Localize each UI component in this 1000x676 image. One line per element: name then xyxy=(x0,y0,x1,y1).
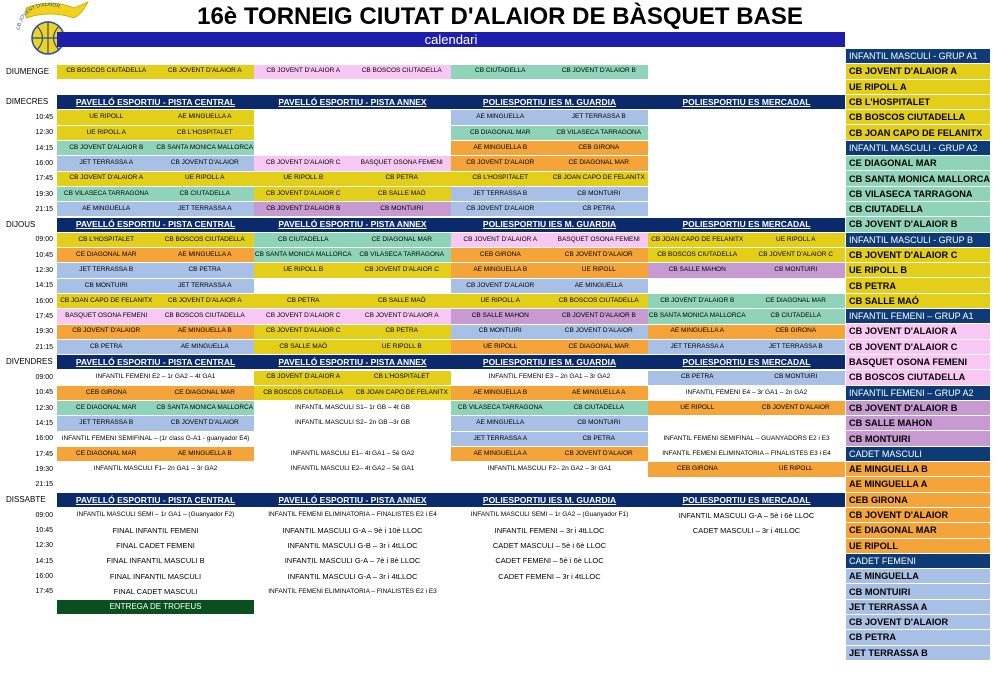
group-team: CB VILASECA TARRAGONA xyxy=(846,187,990,202)
day-label: DIJOUS xyxy=(6,219,36,229)
match-team-away: CB BOSCOS CIUTADELLA xyxy=(156,309,255,323)
match-description: CADET MASCULI – 5è i 6è LLOC xyxy=(451,539,648,553)
match-team-away: CB JOVENT D'ALAIOR xyxy=(550,248,649,262)
match-team-away: CB SALLE MAÓ xyxy=(353,294,452,308)
calendar-subtitle: calendari xyxy=(57,32,845,47)
match-team-home: CE DIAGONAL MAR xyxy=(57,401,156,415)
match-team-home: CB SALLE MAHON xyxy=(648,263,747,277)
match-description: INFANTIL FEMENI ELIMINATORIA – FINALISTES E2 i E4 xyxy=(254,508,451,522)
match-team-home: CB JOVENT D'ALAIOR B xyxy=(648,294,747,308)
match-team-home: CEB GIRONA xyxy=(57,386,156,400)
time-slot: 12:30 xyxy=(35,542,53,550)
match-team-home: CE DIAGONAL MAR xyxy=(57,248,156,262)
group-header: INFANTIL MASCULI - GRUP A1 xyxy=(846,49,990,64)
group-header: INFANTIL FEMENI – GRUP A2 xyxy=(846,386,990,401)
groups-legend xyxy=(846,49,990,661)
match-team-home: CB PETRA xyxy=(254,294,353,308)
match-team-home: CB JOVENT D'ALAIOR B xyxy=(254,202,353,216)
match-team-home: CB SANTA MONICA MALLORCA xyxy=(648,309,747,323)
match-team-away: CB JOVENT D'ALAIOR xyxy=(156,416,255,430)
match-team-home: CB SALLE MAÓ xyxy=(254,340,353,354)
match-description: INFANTIL MASCULI SEMI – 1r GA2 – (Guanyador F1) xyxy=(451,508,648,522)
match-description: CADET FEMENI – 3r i 4tLLOC xyxy=(451,569,648,583)
match-team-away: CB JOVENT D'ALAIOR A xyxy=(156,294,255,308)
time-slot: 21:15 xyxy=(35,205,53,213)
match-description: FINAL INFANTIL MASCULI xyxy=(57,569,254,583)
time-slot: 21:15 xyxy=(35,481,53,489)
match-team-home: CB JOVENT D'ALAIOR xyxy=(451,279,550,293)
match-team-away: JET TERRASSA A xyxy=(156,202,255,216)
venue-header: POLIESPORTIU IES M. GUARDIA xyxy=(451,95,648,109)
match-team-away: CB JOVENT D'ALAIOR xyxy=(156,156,255,170)
match-team-home: UE RIPOLL A xyxy=(57,126,156,140)
time-slot: 16:00 xyxy=(35,297,53,305)
match-team-away: CB MONTUIRI xyxy=(550,416,649,430)
match-description: FINAL CADET FEMENI xyxy=(57,539,254,553)
time-slot: 17:45 xyxy=(35,175,53,183)
page-title: 16è TORNEIG CIUTAT D'ALAIOR DE BÀSQUET BASE xyxy=(197,3,803,30)
match-team-home: CB JOVENT D'ALAIOR A xyxy=(254,371,353,385)
match-team-home: AE MINGUELLA B xyxy=(451,141,550,155)
match-team-away: AE MINGUELLA xyxy=(550,279,649,293)
match-team-home: CB L'HOSPITALET xyxy=(451,172,550,186)
group-header: INFANTIL FEMENI – GRUP A1 xyxy=(846,309,990,324)
group-team: CB JOVENT D'ALAIOR B xyxy=(846,401,990,416)
match-team-home: CB PETRA xyxy=(648,371,747,385)
match-team-away: CB JOVENT D'ALAIOR A xyxy=(353,309,452,323)
time-slot: 16:00 xyxy=(35,159,53,167)
match-team-home: UE RIPOLL xyxy=(57,110,156,124)
time-slot: 17:45 xyxy=(35,450,53,458)
match-team-home: CEB GIRONA xyxy=(648,462,747,476)
match-team-away: CEB GIRONA xyxy=(747,325,846,339)
match-team-away: CB JOVENT D'ALAIOR xyxy=(747,401,846,415)
match-description: INFANTIL MASCULI G-A – 5è i 6è LLOC xyxy=(648,508,845,522)
time-slot: 16:00 xyxy=(35,573,53,581)
match-team-home: AE MINGUELLA xyxy=(451,110,550,124)
match-team-home: UE RIPOLL xyxy=(648,401,747,415)
match-team-away: UE RIPOLL xyxy=(550,263,649,277)
time-slot: 14:15 xyxy=(35,144,53,152)
match-team-home: UE RIPOLL B xyxy=(254,263,353,277)
group-header: CADET MASCULI xyxy=(846,447,990,462)
match-team-home: JET TERRASSA A xyxy=(57,156,156,170)
group-team: CEB GIRONA xyxy=(846,493,990,508)
match-team-away: AE MINGUELLA B xyxy=(156,325,255,339)
group-team: CB PETRA xyxy=(846,630,990,645)
match-team-away: CB PETRA xyxy=(353,325,452,339)
match-team-away: CB JOVENT D'ALAIOR B xyxy=(550,65,649,79)
match-team-home: CB JOAN CAPO DE FELANITX xyxy=(57,294,156,308)
match-team-away: CB BOSCOS CIUTADELLA xyxy=(156,233,255,247)
match-team-home: UE RIPOLL xyxy=(451,340,550,354)
match-team-away: CB JOVENT D'ALAIOR C xyxy=(353,263,452,277)
group-team: BASQUET OSONA FEMENI xyxy=(846,355,990,370)
time-slot: 14:15 xyxy=(35,282,53,290)
venue-header: PAVELLÓ ESPORTIU - PISTA ANNEX xyxy=(254,493,451,507)
match-team-away: BASQUET OSONA FEMENI xyxy=(353,156,452,170)
match-team-away: CB CIUTADELLA xyxy=(550,401,649,415)
match-team-away: UE RIPOLL xyxy=(747,462,846,476)
group-team: JET TERRASSA B xyxy=(846,646,990,661)
venue-header: POLIESPORTIU ES MERCADAL xyxy=(648,218,845,232)
match-team-home: CB CIUTADELLA xyxy=(254,233,353,247)
match-team-away: CB JOVENT D'ALAIOR B xyxy=(550,309,649,323)
match-team-home: CB JOVENT D'ALAIOR A xyxy=(57,172,156,186)
match-team-home: JET TERRASSA B xyxy=(451,187,550,201)
match-team-away: CB SANTA MONICA MALLORCA xyxy=(156,141,255,155)
group-team: CB PETRA xyxy=(846,278,990,293)
match-team-away: CB PETRA xyxy=(550,432,649,446)
group-team: CB BOSCOS CIUTADELLA xyxy=(846,110,990,125)
match-team-home: AE MINGUELLA xyxy=(451,416,550,430)
match-team-away: CB JOAN CAPO DE FELANITX xyxy=(353,386,452,400)
group-team: AE MINGUELLA A xyxy=(846,477,990,492)
match-team-away: CB CIUTADELLA xyxy=(156,187,255,201)
venue-header: POLIESPORTIU ES MERCADAL xyxy=(648,355,845,369)
match-team-away: CB JOVENT D'ALAIOR A xyxy=(156,65,255,79)
match-description: INFANTIL MASCULI F1– 2n GA1 – 3r GA2 xyxy=(57,462,254,476)
group-team: UE RIPOLL A xyxy=(846,80,990,95)
venue-header: PAVELLÓ ESPORTIU - PISTA CENTRAL xyxy=(57,493,254,507)
match-team-away: CB VILASECA TARRAGONA xyxy=(353,248,452,262)
match-team-away: UE RIPOLL A xyxy=(747,233,846,247)
match-description: INFANTIL MASCULI G-A – 3r i 4tLLOC xyxy=(254,569,451,583)
match-description: INFANTIL MASCULI S2– 2n GB –3r GB xyxy=(254,416,451,430)
day-label: DIUMENGE xyxy=(6,66,50,76)
match-team-home: CB JOAN CAPO DE FELANITX xyxy=(648,233,747,247)
time-slot: 10:45 xyxy=(35,114,53,122)
match-team-away: CB CIUTADELLA xyxy=(747,309,846,323)
match-team-away: CE DIAGONAL MAR xyxy=(550,340,649,354)
time-slot: 16:00 xyxy=(35,435,53,443)
match-team-home: CB JOVENT D'ALAIOR C xyxy=(254,187,353,201)
match-team-home: CB JOVENT D'ALAIOR xyxy=(451,156,550,170)
match-team-home: CB MONTUIRI xyxy=(451,325,550,339)
match-team-away: CE DIAGONAL MAR xyxy=(550,156,649,170)
match-team-home: CB MONTUIRI xyxy=(57,279,156,293)
venue-header: PAVELLÓ ESPORTIU - PISTA CENTRAL xyxy=(57,218,254,232)
time-slot: 10:45 xyxy=(35,389,53,397)
match-team-away: CB BOSCOS CIUTADELLA xyxy=(550,294,649,308)
match-team-home: CB SANTA MONICA MALLORCA xyxy=(254,248,353,262)
match-team-away: CB BOSCOS CIUTADELLA xyxy=(353,65,452,79)
venue-header: PAVELLÓ ESPORTIU - PISTA CENTRAL xyxy=(57,355,254,369)
time-slot: 14:15 xyxy=(35,420,53,428)
match-team-away: CB PETRA xyxy=(156,263,255,277)
match-description: INFANTIL MASCULI F2– 2n GA2 – 3r GA1 xyxy=(451,462,648,476)
match-description: FINAL INFANTIL MASCULI B xyxy=(57,554,254,568)
venue-header: POLIESPORTIU ES MERCADAL xyxy=(648,95,845,109)
day-label: DIMECRES xyxy=(6,97,49,107)
match-team-home: CEB GIRONA xyxy=(451,248,550,262)
match-team-home: JET TERRASSA B xyxy=(57,416,156,430)
match-team-away: CB JOVENT D'ALAIOR C xyxy=(747,248,846,262)
match-description: FINAL CADET MASCULI xyxy=(57,585,254,599)
time-slot: 19:30 xyxy=(35,465,53,473)
match-team-home: CB L'HOSPITALET xyxy=(57,233,156,247)
match-team-away: CB MONTUIRI xyxy=(550,187,649,201)
match-description: INFANTIL FEMENI ELIMINATORIA – FINALISTES E2 i E3 xyxy=(254,585,451,599)
group-team: CB MONTUIRI xyxy=(846,431,990,446)
group-team: AE MINGUELLA B xyxy=(846,462,990,477)
match-team-home: CB BOSCOS CIUTADELLA xyxy=(648,248,747,262)
match-team-home: JET TERRASSA A xyxy=(648,340,747,354)
match-team-away: AE MINGUELLA A xyxy=(156,110,255,124)
time-slot: 09:00 xyxy=(35,374,53,382)
match-team-home: CB JOVENT D'ALAIOR C xyxy=(254,325,353,339)
day-label: DIVENDRES xyxy=(6,357,53,367)
match-description: FINAL INFANTIL FEMENI xyxy=(57,524,254,538)
match-team-away: CE DIAGONAL MAR xyxy=(747,294,846,308)
match-team-home: CB BOSCOS CIUTADELLA xyxy=(57,65,156,79)
group-team: UE RIPOLL B xyxy=(846,263,990,278)
match-description: INFANTIL MASCULI SEMI – 1r GA1 – (Guanyador F2) xyxy=(57,508,254,522)
match-description: CADET MASCULI – 3r i 4tLLOC xyxy=(648,524,845,538)
time-slot: 10:45 xyxy=(35,251,53,259)
match-team-away: AE MINGUELLA B xyxy=(156,447,255,461)
match-team-home: CE DIAGONAL MAR xyxy=(57,447,156,461)
match-description: INFANTIL MASCULI G-A – 9è i 10è LLOC xyxy=(254,524,451,538)
group-team: CB JOVENT D'ALAIOR C xyxy=(846,248,990,263)
match-team-home: CB JOVENT D'ALAIOR xyxy=(57,325,156,339)
match-team-home: CB JOVENT D'ALAIOR A xyxy=(254,65,353,79)
time-slot: 12:30 xyxy=(35,129,53,137)
group-team: CE DIAGONAL MAR xyxy=(846,523,990,538)
match-team-home: CB BOSCOS CIUTADELLA xyxy=(254,386,353,400)
match-team-home: AE MINGUELLA A xyxy=(648,325,747,339)
match-team-home: BASQUET OSONA FEMENI xyxy=(57,309,156,323)
match-team-away: UE RIPOLL A xyxy=(156,172,255,186)
match-team-home: CB JOVENT D'ALAIOR C xyxy=(254,156,353,170)
match-team-home: UE RIPOLL A xyxy=(451,294,550,308)
group-team: CB JOVENT D'ALAIOR B xyxy=(846,217,990,232)
match-description: INFANTIL FEMENI E2 – 1r GA2 – 4t GA1 xyxy=(57,371,254,385)
group-team: CB MONTUIRI xyxy=(846,584,990,599)
svg-text:CB JOVENT D'ALAIOR: CB JOVENT D'ALAIOR xyxy=(15,1,61,31)
match-team-home: JET TERRASSA A xyxy=(451,432,550,446)
match-team-away: CEB GIRONA xyxy=(550,141,649,155)
group-team: CB JOVENT D'ALAIOR A xyxy=(846,324,990,339)
time-slot: 10:45 xyxy=(35,527,53,535)
group-team: AE MINGUELLA xyxy=(846,569,990,584)
match-description: INFANTIL MASCULI S1– 1r GB – 4t GB xyxy=(254,401,451,415)
group-team: CB CIUTADELLA xyxy=(846,202,990,217)
match-team-home: AE MINGUELLA A xyxy=(451,447,550,461)
group-team: CB JOAN CAPO DE FELANITX xyxy=(846,125,990,140)
match-team-away: AE MINGUELLA A xyxy=(550,386,649,400)
match-team-away: CE DIAGONAL MAR xyxy=(156,386,255,400)
match-team-away: AE MINGUELLA A xyxy=(156,248,255,262)
venue-header: PAVELLÓ ESPORTIU - PISTA ANNEX xyxy=(254,355,451,369)
venue-header: POLIESPORTIU IES M. GUARDIA xyxy=(451,493,648,507)
time-slot: 21:15 xyxy=(35,343,53,351)
time-slot: 12:30 xyxy=(35,404,53,412)
group-team: CB SALLE MAÓ xyxy=(846,294,990,309)
time-slot: 17:45 xyxy=(35,312,53,320)
group-team: JET TERRASSA A xyxy=(846,600,990,615)
match-team-away: CB JOAN CAPO DE FELANITX xyxy=(550,172,649,186)
time-slot: 12:30 xyxy=(35,267,53,275)
venue-header: PAVELLÓ ESPORTIU - PISTA ANNEX xyxy=(254,218,451,232)
venue-header: POLIESPORTIU ES MERCADAL xyxy=(648,493,845,507)
match-description: INFANTIL FEMENI – 3r i 4tLLOC xyxy=(451,524,648,538)
day-label: DISSABTE xyxy=(6,495,46,505)
group-team: CB SANTA MONICA MALLORCA xyxy=(846,171,990,186)
trophy-ceremony: ENTREGA DE TROFEUS xyxy=(57,600,254,614)
group-team: CB SALLE MAHON xyxy=(846,416,990,431)
match-description: INFANTIL FEMENI ELIMINATORIA – FINALISTES E3 i E4 xyxy=(648,447,845,461)
venue-header: PAVELLÓ ESPORTIU - PISTA CENTRAL xyxy=(57,95,254,109)
match-team-home: AE MINGUELLA xyxy=(57,202,156,216)
match-team-away: CB SANTA MONICA MALLORCA xyxy=(156,401,255,415)
match-team-home: AE MINGUELLA B xyxy=(451,263,550,277)
group-team: UE RIPOLL xyxy=(846,539,990,554)
time-slot: 17:45 xyxy=(35,588,53,596)
match-team-home: CB VILASECA TARRAGONA xyxy=(451,401,550,415)
match-team-away: CB L'HOSPITALET xyxy=(353,371,452,385)
group-team: CB JOVENT D'ALAIOR xyxy=(846,508,990,523)
match-description: INFANTIL MASCULI G-B – 3r i 4tLLOC xyxy=(254,539,451,553)
match-team-home: AE MINGUELLA B xyxy=(451,386,550,400)
match-team-away: JET TERRASSA B xyxy=(747,340,846,354)
match-description: INFANTIL MASCULI E2– 4t GA2 – 5è GA1 xyxy=(254,462,451,476)
group-team: CE DIAGONAL MAR xyxy=(846,156,990,171)
group-team: CB JOVENT D'ALAIOR C xyxy=(846,340,990,355)
match-description: CADET FEMENI – 5è i 6è LLOC xyxy=(451,554,648,568)
match-team-home: CB PETRA xyxy=(57,340,156,354)
time-slot: 19:30 xyxy=(35,328,53,336)
time-slot: 09:00 xyxy=(35,511,53,519)
match-team-away: CB VILASECA TARRAGONA xyxy=(550,126,649,140)
group-header: INFANTIL MASCULI - GRUP B xyxy=(846,233,990,248)
match-description: INFANTIL FEMENI E3 – 2n GA1 – 3r GA2 xyxy=(451,371,648,385)
match-team-away: CB JOVENT D'ALAIOR xyxy=(550,447,649,461)
match-team-home: CB JOVENT D'ALAIOR B xyxy=(57,141,156,155)
match-team-home: UE RIPOLL B xyxy=(254,172,353,186)
match-team-home: CB VILASECA TARRAGONA xyxy=(57,187,156,201)
match-description: INFANTIL FEMENI SEMIFINAL – GUANYADORS E2 i E3 xyxy=(648,432,845,446)
match-team-away: CB MONTUIRI xyxy=(353,202,452,216)
match-team-away: UE RIPOLL B xyxy=(353,340,452,354)
match-description: INFANTIL MASCULI E1– 4t GA1 – 5è GA2 xyxy=(254,447,451,461)
match-description: INFANTIL MASCULI G-A – 7è i 8è LLOC xyxy=(254,554,451,568)
match-team-away: CB JOVENT D'ALAIOR xyxy=(550,325,649,339)
match-team-home: CB JOVENT D'ALAIOR C xyxy=(254,309,353,323)
match-team-home: CB SALLE MAHON xyxy=(451,309,550,323)
match-team-away: CB L'HOSPITALET xyxy=(156,126,255,140)
match-team-home: CB JOVENT D'ALAIOR xyxy=(451,202,550,216)
group-team: CB JOVENT D'ALAIOR xyxy=(846,615,990,630)
match-team-away: CE DIAGONAL MAR xyxy=(353,233,452,247)
group-header: CADET FEMENI xyxy=(846,554,990,569)
match-team-away: CB MONTUIRI xyxy=(747,263,846,277)
match-description: INFANTIL FEMENI E4 – 3r GA1 – 2n GA2 xyxy=(648,386,845,400)
group-header: INFANTIL MASCULI - GRUP A2 xyxy=(846,141,990,156)
venue-header: POLIESPORTIU IES M. GUARDIA xyxy=(451,355,648,369)
venue-header: PAVELLÓ ESPORTIU - PISTA ANNEX xyxy=(254,95,451,109)
match-team-away: CB MONTUIRI xyxy=(747,371,846,385)
match-team-away: AE MINGUELLA xyxy=(156,340,255,354)
time-slot: 19:30 xyxy=(35,190,53,198)
venue-header: POLIESPORTIU IES M. GUARDIA xyxy=(451,218,648,232)
match-team-away: CB PETRA xyxy=(353,172,452,186)
time-slot: 09:00 xyxy=(35,236,53,244)
group-team: CB BOSCOS CIUTADELLA xyxy=(846,370,990,385)
group-team: CB JOVENT D'ALAIOR A xyxy=(846,64,990,79)
match-team-home: CB JOVENT D'ALAIOR A xyxy=(451,233,550,247)
match-team-away: CB SALLE MAÓ xyxy=(353,187,452,201)
match-team-home: CB CIUTADELLA xyxy=(451,65,550,79)
match-team-home: CB DIAGONAL MAR xyxy=(451,126,550,140)
group-team: CB L'HOSPITALET xyxy=(846,95,990,110)
match-description: INFANTIL FEMENI SEMIFINAL – (1r class G-A1 - guanyador E4) xyxy=(57,432,254,446)
match-team-away: BASQUET OSONA FEMENI xyxy=(550,233,649,247)
match-team-away: JET TERRASSA A xyxy=(156,279,255,293)
match-team-home: JET TERRASSA B xyxy=(57,263,156,277)
match-team-away: CB PETRA xyxy=(550,202,649,216)
match-team-away: JET TERRASSA B xyxy=(550,110,649,124)
time-slot: 14:15 xyxy=(35,557,53,565)
